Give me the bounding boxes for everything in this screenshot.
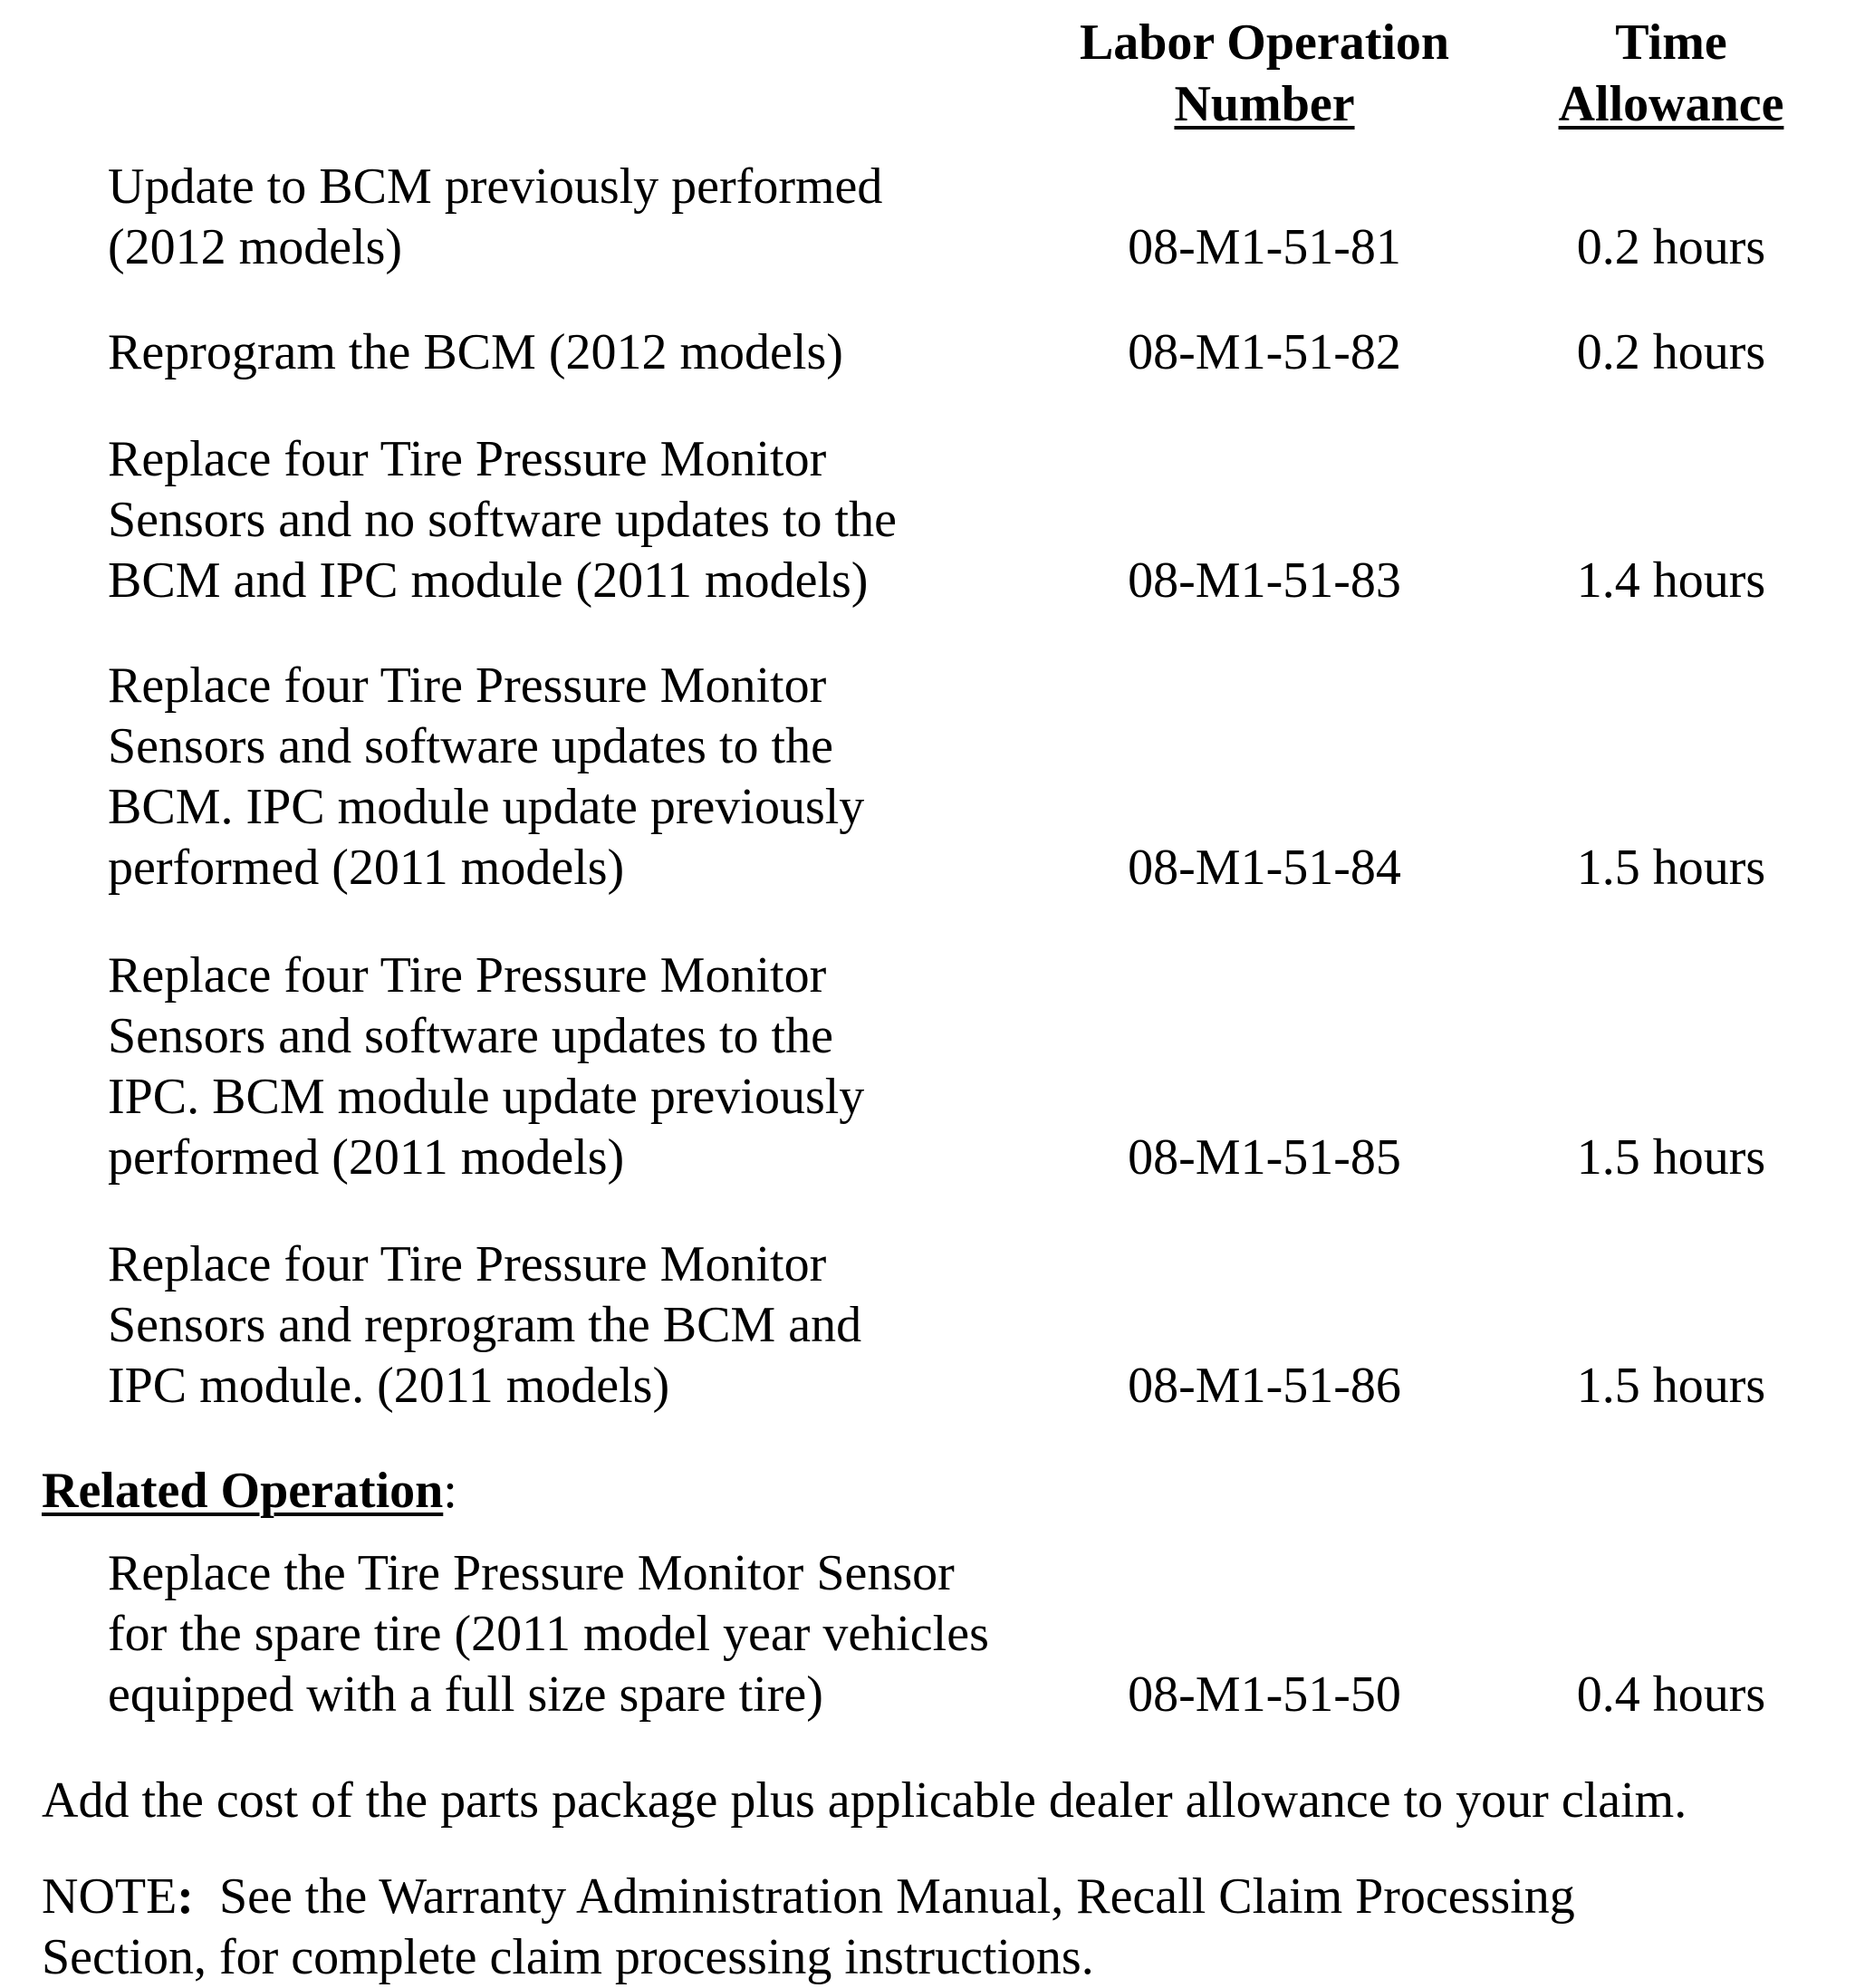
labor-operation-row — [0, 429, 1855, 611]
description-line: (2012 models) — [108, 219, 403, 275]
labor-operation-number: 08-M1-51-85 — [1128, 1129, 1401, 1186]
labor-operation-number: 08-M1-51-82 — [1128, 324, 1401, 380]
operation-description — [108, 946, 1086, 1188]
description-line: Sensors and software updates to the — [108, 1008, 833, 1064]
description-line: Sensors and software updates to the — [108, 718, 833, 774]
add-cost-text: Add the cost of the parts package plus applicable dealer allowance to your claim. — [42, 1772, 1687, 1829]
description-line: Reprogram the BCM (2012 models) — [108, 324, 843, 380]
time-allowance: 0.2 hours — [1576, 219, 1766, 275]
operation-description — [108, 429, 1086, 611]
description-line: IPC. BCM module update previously — [108, 1069, 865, 1125]
header-labor-line2: Number — [1174, 76, 1355, 132]
description-line: Replace four Tire Pressure Monitor — [108, 431, 827, 487]
labor-operation-number: 08-M1-51-50 — [1128, 1666, 1401, 1723]
related-colon: : — [443, 1463, 457, 1519]
description-line: BCM. IPC module update previously — [108, 779, 865, 835]
description-line: BCM and IPC module (2011 models) — [108, 552, 869, 609]
note-paragraph — [42, 1867, 1575, 1988]
related-operation-heading — [42, 1461, 457, 1522]
labor-operation-row — [0, 946, 1855, 1188]
description-line: Sensors and no software updates to the — [108, 492, 897, 548]
labor-operation-row — [0, 157, 1855, 278]
time-allowance: 0.2 hours — [1576, 324, 1766, 380]
labor-operation-row — [0, 322, 1855, 383]
description-line: Replace four Tire Pressure Monitor — [108, 1236, 827, 1292]
description-line: Replace four Tire Pressure Monitor — [108, 658, 827, 714]
header-labor-line1: Labor Operation — [1079, 14, 1450, 71]
time-allowance: 1.4 hours — [1576, 552, 1766, 609]
related-operation-label: Related Operation — [42, 1463, 444, 1519]
time-allowance: 1.5 hours — [1576, 1358, 1766, 1414]
labor-operation-row — [0, 656, 1855, 898]
time-allowance-header — [1490, 12, 1852, 135]
operation-description — [108, 157, 1086, 278]
description-line: performed (2011 models) — [108, 840, 625, 896]
operation-description — [108, 322, 1086, 383]
labor-operation-number: 08-M1-51-84 — [1128, 840, 1401, 896]
description-line: Sensors and reprogram the BCM and — [108, 1297, 862, 1353]
time-allowance: 1.5 hours — [1576, 1129, 1766, 1186]
note-line2: Section, for complete claim processing instructions. — [42, 1929, 1094, 1985]
labor-operation-number: 08-M1-51-86 — [1128, 1358, 1401, 1414]
note-line1: See the Warranty Administration Manual, Recall Claim Processing — [193, 1868, 1575, 1925]
description-line: Update to BCM previously performed — [108, 158, 883, 215]
operation-description — [108, 1234, 1086, 1417]
labor-operation-number-header — [1038, 12, 1491, 135]
operation-description — [108, 656, 1086, 898]
description-line: performed (2011 models) — [108, 1129, 625, 1186]
description-line: equipped with a full size spare tire) — [108, 1666, 823, 1723]
description-line: IPC module. (2011 models) — [108, 1358, 670, 1414]
description-line: Replace the Tire Pressure Monitor Sensor — [108, 1545, 955, 1601]
description-line: for the spare tire (2011 model year vehicles — [108, 1606, 989, 1662]
labor-operation-row — [0, 1234, 1855, 1417]
time-allowance: 0.4 hours — [1576, 1666, 1766, 1723]
operation-description — [108, 1543, 1086, 1725]
labor-operation-number: 08-M1-51-81 — [1128, 219, 1401, 275]
header-time-line1: Time — [1615, 14, 1727, 71]
labor-operation-number: 08-M1-51-83 — [1128, 552, 1401, 609]
note-colon: : — [177, 1868, 194, 1925]
time-allowance: 1.5 hours — [1576, 840, 1766, 896]
header-time-line2: Allowance — [1558, 76, 1784, 132]
labor-operation-row — [0, 1543, 1855, 1725]
note-label: NOTE — [42, 1868, 178, 1925]
description-line: Replace four Tire Pressure Monitor — [108, 947, 827, 1004]
